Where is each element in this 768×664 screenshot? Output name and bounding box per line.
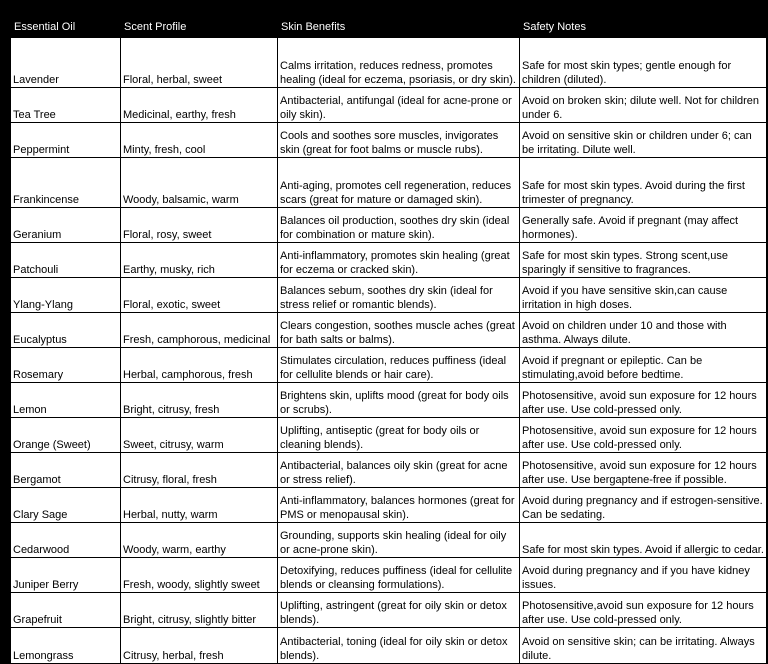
cell-safety-notes: Photosensitive, avoid sun exposure for 12 hours after use. Use cold-pressed only. xyxy=(520,418,767,453)
cell-scent-profile: Floral, rosy, sweet xyxy=(121,208,278,243)
cell-safety-notes: Avoid on sensitive skin or children under 6; can be irritating. Dilute well. xyxy=(520,123,767,158)
cell-scent-profile: Bright, citrusy, slightly bitter xyxy=(121,593,278,628)
cell-scent-profile: Citrusy, herbal, fresh xyxy=(121,628,278,664)
cell-skin-benefits: Antibacterial, balances oily skin (great for acne or stress relief). xyxy=(278,453,520,488)
table-row xyxy=(11,208,767,243)
cell-scent-profile: Medicinal, earthy, fresh xyxy=(121,88,278,123)
cell-skin-benefits: Antibacterial, toning (ideal for oily skin or detox blends). xyxy=(278,628,520,664)
cell-scent-profile: Fresh, camphorous, medicinal xyxy=(121,313,278,348)
table-row xyxy=(11,278,767,313)
cell-scent-profile: Herbal, nutty, warm xyxy=(121,488,278,523)
cell-essential-oil: Orange (Sweet) xyxy=(11,418,121,453)
cell-skin-benefits: Brightens skin, uplifts mood (great for body oils or scrubs). xyxy=(278,383,520,418)
cell-safety-notes: Generally safe. Avoid if pregnant (may affect hormones). xyxy=(520,208,767,243)
cell-safety-notes: Safe for most skin types. Avoid during the first trimester of pregnancy. xyxy=(520,158,767,208)
cell-skin-benefits: Grounding, supports skin healing (ideal for oily or acne-prone skin). xyxy=(278,523,520,558)
cell-scent-profile: Herbal, camphorous, fresh xyxy=(121,348,278,383)
table-row xyxy=(11,418,767,453)
cell-essential-oil: Juniper Berry xyxy=(11,558,121,593)
cell-essential-oil: Eucalyptus xyxy=(11,313,121,348)
cell-essential-oil: Geranium xyxy=(11,208,121,243)
cell-safety-notes: Avoid if you have sensitive skin,can cause irritation in high doses. xyxy=(520,278,767,313)
cell-safety-notes: Safe for most skin types. Avoid if allergic to cedar. xyxy=(520,523,767,558)
table-row xyxy=(11,123,767,158)
cell-skin-benefits: Balances sebum, soothes dry skin (ideal for stress relief or romantic blends). xyxy=(278,278,520,313)
essential-oils-table xyxy=(10,16,767,664)
cell-safety-notes: Avoid on children under 10 and those with asthma. Always dilute. xyxy=(520,313,767,348)
cell-scent-profile: Citrusy, floral, fresh xyxy=(121,453,278,488)
cell-skin-benefits: Anti-aging, promotes cell regeneration, reduces scars (great for mature or damaged skin). xyxy=(278,158,520,208)
cell-scent-profile: Fresh, woody, slightly sweet xyxy=(121,558,278,593)
cell-safety-notes: Photosensitive, avoid sun exposure for 12 hours after use. Use cold-pressed only. xyxy=(520,383,767,418)
table-row xyxy=(11,158,767,208)
table-row xyxy=(11,558,767,593)
cell-scent-profile: Bright, citrusy, fresh xyxy=(121,383,278,418)
cell-essential-oil: Cedarwood xyxy=(11,523,121,558)
cell-skin-benefits: Antibacterial, antifungal (ideal for acne-prone or oily skin). xyxy=(278,88,520,123)
cell-scent-profile: Sweet, citrusy, warm xyxy=(121,418,278,453)
cell-essential-oil: Bergamot xyxy=(11,453,121,488)
table-body xyxy=(11,38,767,664)
cell-essential-oil: Rosemary xyxy=(11,348,121,383)
table-row xyxy=(11,523,767,558)
header-scent-profile: Scent Profile xyxy=(121,17,278,38)
cell-essential-oil: Lemon xyxy=(11,383,121,418)
table-header-row xyxy=(11,17,767,38)
cell-essential-oil: Ylang-Ylang xyxy=(11,278,121,313)
cell-skin-benefits: Cools and soothes sore muscles, invigorates skin (great for foot balms or muscle rubs). xyxy=(278,123,520,158)
cell-essential-oil: Grapefruit xyxy=(11,593,121,628)
cell-skin-benefits: Uplifting, antiseptic (great for body oils or cleaning blends). xyxy=(278,418,520,453)
table-row xyxy=(11,38,767,88)
cell-skin-benefits: Stimulates circulation, reduces puffiness (ideal for cellulite blends or hair care). xyxy=(278,348,520,383)
cell-safety-notes: Avoid on broken skin; dilute well. Not for children under 6. xyxy=(520,88,767,123)
cell-safety-notes: Photosensitive,avoid sun exposure for 12 hours after use. Use cold-pressed only. xyxy=(520,593,767,628)
cell-skin-benefits: Balances oil production, soothes dry skin (ideal for combination or mature skin). xyxy=(278,208,520,243)
table-row xyxy=(11,348,767,383)
cell-essential-oil: Tea Tree xyxy=(11,88,121,123)
cell-safety-notes: Avoid if pregnant or epileptic. Can be stimulating,avoid before bedtime. xyxy=(520,348,767,383)
cell-scent-profile: Earthy, musky, rich xyxy=(121,243,278,278)
cell-scent-profile: Floral, herbal, sweet xyxy=(121,38,278,88)
cell-scent-profile: Floral, exotic, sweet xyxy=(121,278,278,313)
cell-skin-benefits: Uplifting, astringent (great for oily skin or detox blends). xyxy=(278,593,520,628)
header-essential-oil: Essential Oil xyxy=(11,17,121,38)
table-row xyxy=(11,383,767,418)
cell-safety-notes: Safe for most skin types. Strong scent,use sparingly if sensitive to fragrances. xyxy=(520,243,767,278)
cell-safety-notes: Avoid on sensitive skin; can be irritating. Always dilute. xyxy=(520,628,767,664)
table-row xyxy=(11,488,767,523)
table-row xyxy=(11,313,767,348)
cell-safety-notes: Photosensitive, avoid sun exposure for 12 hours after use. Use bergaptene-free if possible. xyxy=(520,453,767,488)
cell-essential-oil: Lemongrass xyxy=(11,628,121,664)
cell-safety-notes: Avoid during pregnancy and if estrogen-sensitive. Can be sedating. xyxy=(520,488,767,523)
cell-scent-profile: Woody, balsamic, warm xyxy=(121,158,278,208)
table-row xyxy=(11,243,767,278)
cell-safety-notes: Avoid during pregnancy and if you have kidney issues. xyxy=(520,558,767,593)
cell-essential-oil: Peppermint xyxy=(11,123,121,158)
header-safety-notes: Safety Notes xyxy=(520,17,767,38)
cell-essential-oil: Lavender xyxy=(11,38,121,88)
header-skin-benefits: Skin Benefits xyxy=(278,17,520,38)
cell-essential-oil: Clary Sage xyxy=(11,488,121,523)
table-row xyxy=(11,628,767,664)
cell-essential-oil: Patchouli xyxy=(11,243,121,278)
cell-skin-benefits: Calms irritation, reduces redness, promotes healing (ideal for eczema, psoriasis, or dry skin). xyxy=(278,38,520,88)
table-row xyxy=(11,88,767,123)
cell-skin-benefits: Anti-inflammatory, promotes skin healing (great for eczema or cracked skin). xyxy=(278,243,520,278)
cell-scent-profile: Woody, warm, earthy xyxy=(121,523,278,558)
cell-scent-profile: Minty, fresh, cool xyxy=(121,123,278,158)
table-row xyxy=(11,593,767,628)
table-row xyxy=(11,453,767,488)
cell-safety-notes: Safe for most skin types; gentle enough for children (diluted). xyxy=(520,38,767,88)
cell-essential-oil: Frankincense xyxy=(11,158,121,208)
cell-skin-benefits: Clears congestion, soothes muscle aches (great for bath salts or balms). xyxy=(278,313,520,348)
cell-skin-benefits: Anti-inflammatory, balances hormones (great for PMS or menopausal skin). xyxy=(278,488,520,523)
cell-skin-benefits: Detoxifying, reduces puffiness (ideal for cellulite blends or cleansing formulations). xyxy=(278,558,520,593)
